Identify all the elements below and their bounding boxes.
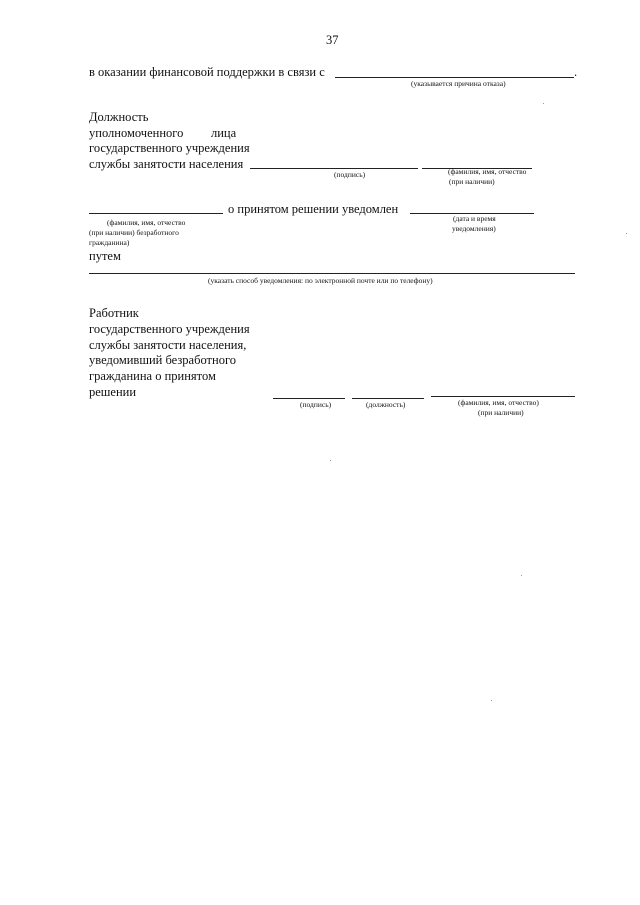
official-title-line-2a: уполномоченного xyxy=(89,126,184,140)
official-title-line-2b: лица xyxy=(211,126,237,140)
refusal-end-mark: . xyxy=(574,65,578,79)
notified-date-hint-2: уведомления) xyxy=(452,224,496,233)
worker-title-line-2: государственного учреждения xyxy=(89,322,250,336)
notified-name-hint-1: (фамилия, имя, отчество xyxy=(107,218,186,227)
official-signature-hint: (подпись) xyxy=(334,170,366,179)
worker-position-line xyxy=(352,398,424,399)
worker-title-line-3: службы занятости населения, xyxy=(89,338,247,352)
refusal-reason-hint: (указывается причина отказа) xyxy=(411,79,506,88)
scan-speck xyxy=(543,103,544,104)
worker-name-hint-2: (при наличии) xyxy=(478,408,524,417)
notification-method-hint: (указать способ уведомления: по электронной почте или по телефону) xyxy=(208,276,433,285)
notified-name-line xyxy=(89,213,223,214)
official-name-hint-2: (при наличии) xyxy=(449,177,495,186)
worker-position-hint: (должность) xyxy=(366,400,406,409)
worker-signature-line xyxy=(273,398,345,399)
worker-title-line-4: уведомивший безработного xyxy=(89,353,237,367)
scan-speck xyxy=(330,460,331,461)
official-title-line-3: государственного учреждения xyxy=(89,141,250,155)
official-title-line-1: Должность xyxy=(89,110,149,124)
worker-name-line xyxy=(431,396,575,397)
official-name-hint-1: (фамилия, имя, отчество xyxy=(448,167,527,176)
worker-title-line-1: Работник xyxy=(89,306,139,320)
notification-method-label: путем xyxy=(89,249,121,263)
refusal-text: в оказании финансовой поддержки в связи с xyxy=(89,65,325,79)
scan-speck xyxy=(521,575,522,576)
notification-method-line xyxy=(89,273,575,274)
official-signature-line xyxy=(250,168,418,169)
scan-speck xyxy=(491,700,492,701)
notified-text: о принятом решении уведомлен xyxy=(228,202,399,216)
worker-name-hint-1: (фамилия, имя, отчество) xyxy=(458,398,539,407)
official-title-line-4: службы занятости населения xyxy=(89,157,244,171)
worker-title-line-5: гражданина о принятом xyxy=(89,369,216,383)
refusal-reason-line xyxy=(335,77,574,78)
worker-signature-hint: (подпись) xyxy=(300,400,332,409)
scan-speck xyxy=(626,233,627,234)
notified-name-hint-2: (при наличии) безработного xyxy=(89,228,179,237)
worker-title-line-6: решении xyxy=(89,385,137,399)
notified-name-hint-3: гражданина) xyxy=(89,238,130,247)
page-number: 37 xyxy=(326,33,339,47)
notified-date-hint-1: (дата и время xyxy=(453,214,496,223)
